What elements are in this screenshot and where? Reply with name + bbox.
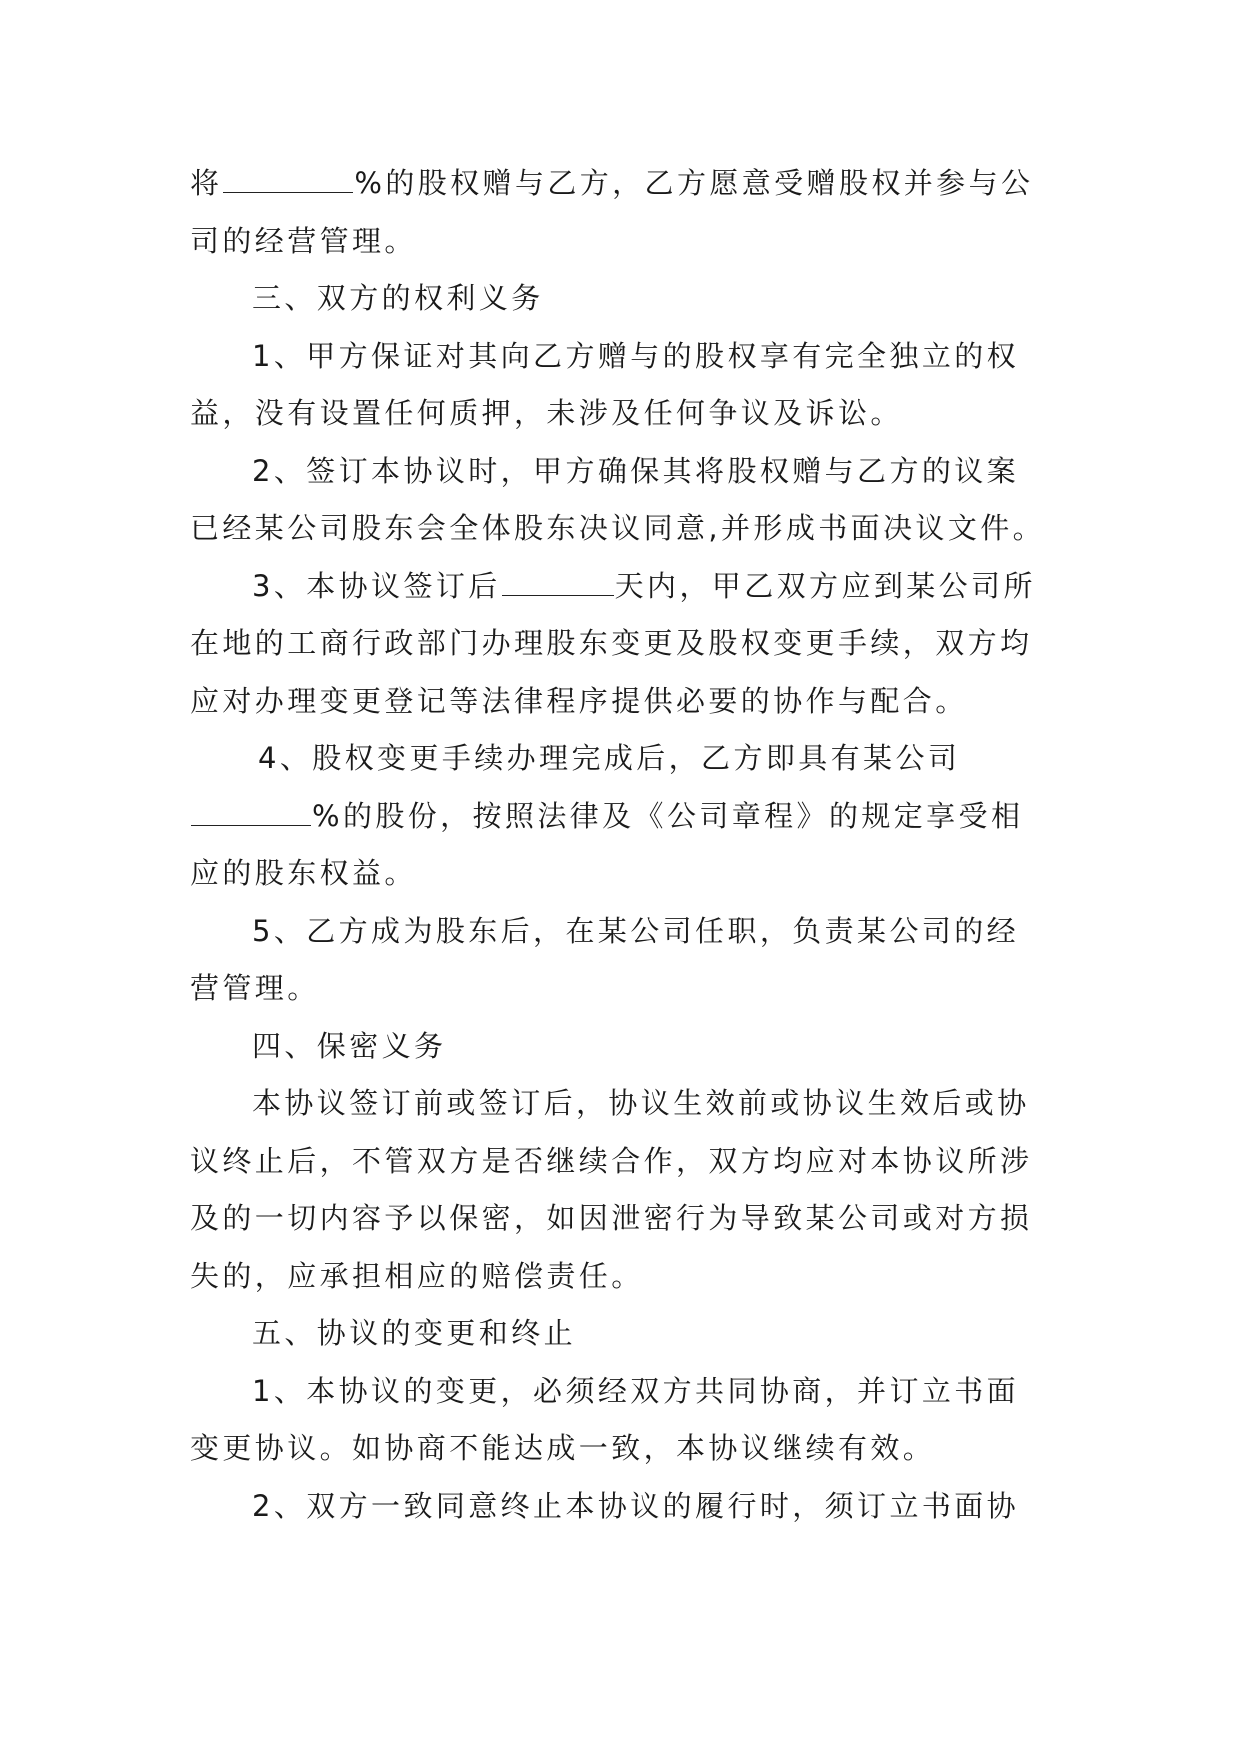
paragraph-line: 在地的工商行政部门办理股东变更及股权变更手续，双方均 <box>190 626 1033 660</box>
paragraph-line: 2、签订本协议时，甲方确保其将股权赠与乙方的议案 <box>252 453 1020 488</box>
blank-field <box>502 575 614 596</box>
paragraph-line: 应对办理变更登记等法律程序提供必要的协作与配合。 <box>190 683 968 718</box>
section-heading: 五、协议的变更和终止 <box>252 1316 577 1350</box>
paragraph-line: 1、本协议的变更，必须经双方共同协商，并订立书面 <box>252 1373 1020 1408</box>
paragraph-line: 益，没有设置任何质押，未涉及任何争议及诉讼。 <box>190 396 903 430</box>
paragraph-line: 5、乙方成为股东后，在某公司任职，负责某公司的经 <box>252 913 1020 948</box>
blank-field <box>223 172 353 193</box>
paragraph-line: 议终止后，不管双方是否继续合作，双方均应对本协议所涉 <box>190 1143 1033 1178</box>
paragraph-line: 3、本协议签订后 天内，甲乙双方应到某公司所 <box>252 568 1036 603</box>
paragraph-line: 已经某公司股东会全体股东决议同意,并形成书面决议文件。 <box>190 511 1046 545</box>
paragraph-line: 司的经营管理。 <box>190 223 417 258</box>
paragraph-line: 2、双方一致同意终止本协议的履行时，须订立书面协 <box>252 1488 1020 1523</box>
section-heading: 四、保密义务 <box>252 1028 447 1063</box>
section-heading: 三、双方的权利义务 <box>252 281 544 315</box>
paragraph-line: 及的一切内容予以保密，如因泄密行为导致某公司或对方损 <box>190 1201 1033 1235</box>
paragraph-line: 4、股权变更手续办理完成后，乙方即具有某公司 <box>258 741 961 775</box>
document-body <box>190 155 1050 1535</box>
blank-field <box>191 805 311 826</box>
paragraph-line: 将 %的股权赠与乙方，乙方愿意受赠股权并参与公 <box>190 166 1034 200</box>
paragraph-line: %的股份，按照法律及《公司章程》的规定享受相 <box>190 788 1050 846</box>
paragraph-line: 失的，应承担相应的赔偿责任。 <box>190 1258 644 1293</box>
paragraph-line: 变更协议。如协商不能达成一致，本协议继续有效。 <box>190 1431 936 1465</box>
paragraph-line: 应的股东权益。 <box>190 856 417 890</box>
paragraph-line: 营管理。 <box>190 971 320 1005</box>
paragraph-line: 1、甲方保证对其向乙方赠与的股权享有完全独立的权 <box>252 338 1020 373</box>
paragraph-line: 本协议签订前或签订后，协议生效前或协议生效后或协 <box>252 1086 1030 1120</box>
